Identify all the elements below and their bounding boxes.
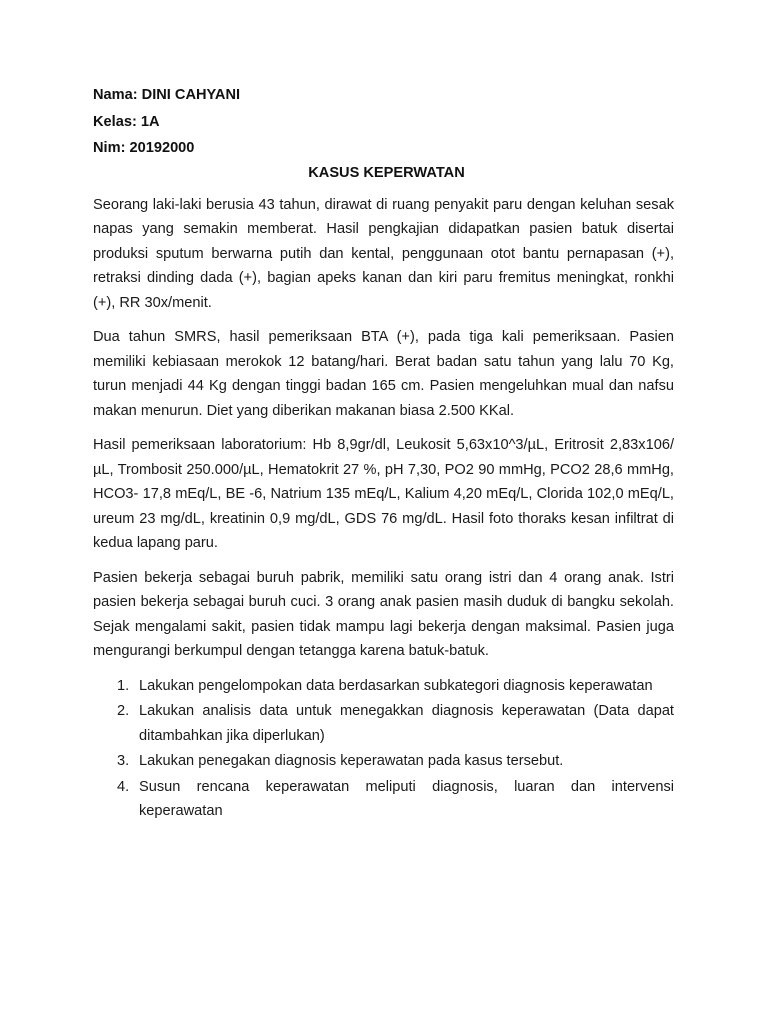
student-name: Nama: DINI CAHYANI xyxy=(93,87,241,103)
task-text: Lakukan analisis data untuk menegakkan diagnosis keperawatan (Data dapat ditambahkan jika diperlukan) xyxy=(139,703,674,744)
case-paragraph-3: Hasil pemeriksaan laboratorium: Hb 8,9gr/dl, Leukosit 5,63x10^3/µL, Eritrosit 2,83x106/µL, Trombosit 250.000/µL, Hematokrit 27 %, pH 7,30, PO2 90 mmHg, PCO2 28,6 mmHg, HCO3- 17,8 mEq/L, BE -6, Natrium 135 mEq/L, Kalium 4,20 mEq/L, Clorida 102,0 mEq/L, ureum 23 mg/dL, kreatinin 0,9 mg/dL, GDS 76 mg/dL. Hasil foto thoraks kesan infiltrat di kedua lapang paru. xyxy=(93,437,674,551)
case-paragraph-2: Dua tahun SMRS, hasil pemeriksaan BTA (+), pada tiga kali pemeriksaan. Pasien memiliki kebiasaan merokok 12 batang/hari. Berat badan satu tahun yang lalu 70 Kg, turun menjadi 44 Kg dengan tinggi badan 165 cm. Pasien mengeluhkan mual dan nafsu makan menurun. Diet yang diberikan makanan biasa 2.500 KKal. xyxy=(93,329,674,419)
document-content xyxy=(93,86,674,825)
student-class: Kelas: 1A xyxy=(93,113,160,130)
task-item-3 xyxy=(93,749,674,774)
student-nim: Nim: 20192000 xyxy=(93,140,195,156)
case-paragraph-1: Seorang laki-laki berusia 43 tahun, dirawat di ruang penyakit paru dengan keluhan sesak napas yang semakin memberat. Hasil pengkajian didapatkan pasien batuk disertai produksi sputum berwarna putih dan kental, penggunaan otot bantu pernapasan (+), retraksi dinding dada (+), bagian apeks kanan dan kiri paru fremitus meningkat, ronkhi (+), RR 30x/menit. xyxy=(93,196,674,311)
task-number: 3. xyxy=(117,753,130,769)
case-paragraph-4: Pasien bekerja sebagai buruh pabrik, memiliki satu orang istri dan 4 orang anak. Istri pasien bekerja sebagai buruh cuci. 3 orang anak pasien masih duduk di bangku sekolah. Sejak mengalami sakit, pasien tidak mampu lagi bekerja dengan maksimal. Pasien juga mengurangi berkumpul dengan tetangga karena batuk-batuk. xyxy=(93,569,674,659)
task-text: Lakukan pengelompokan data berdasarkan subkategori diagnosis keperawatan xyxy=(139,677,653,694)
task-list xyxy=(93,674,674,824)
task-number: 2. xyxy=(117,703,130,719)
task-item-1 xyxy=(93,674,674,699)
task-item-2 xyxy=(93,699,674,748)
task-item-4 xyxy=(93,775,674,824)
task-text: Susun rencana keperawatan meliputi diagnosis, luaran dan intervensi keperawatan xyxy=(139,778,674,819)
task-text: Lakukan penegakan diagnosis keperawatan pada kasus tersebut. xyxy=(139,753,564,769)
task-number: 1. xyxy=(117,677,130,694)
task-number: 4. xyxy=(117,778,130,795)
document-title: KASUS KEPERWATAN xyxy=(308,164,465,181)
